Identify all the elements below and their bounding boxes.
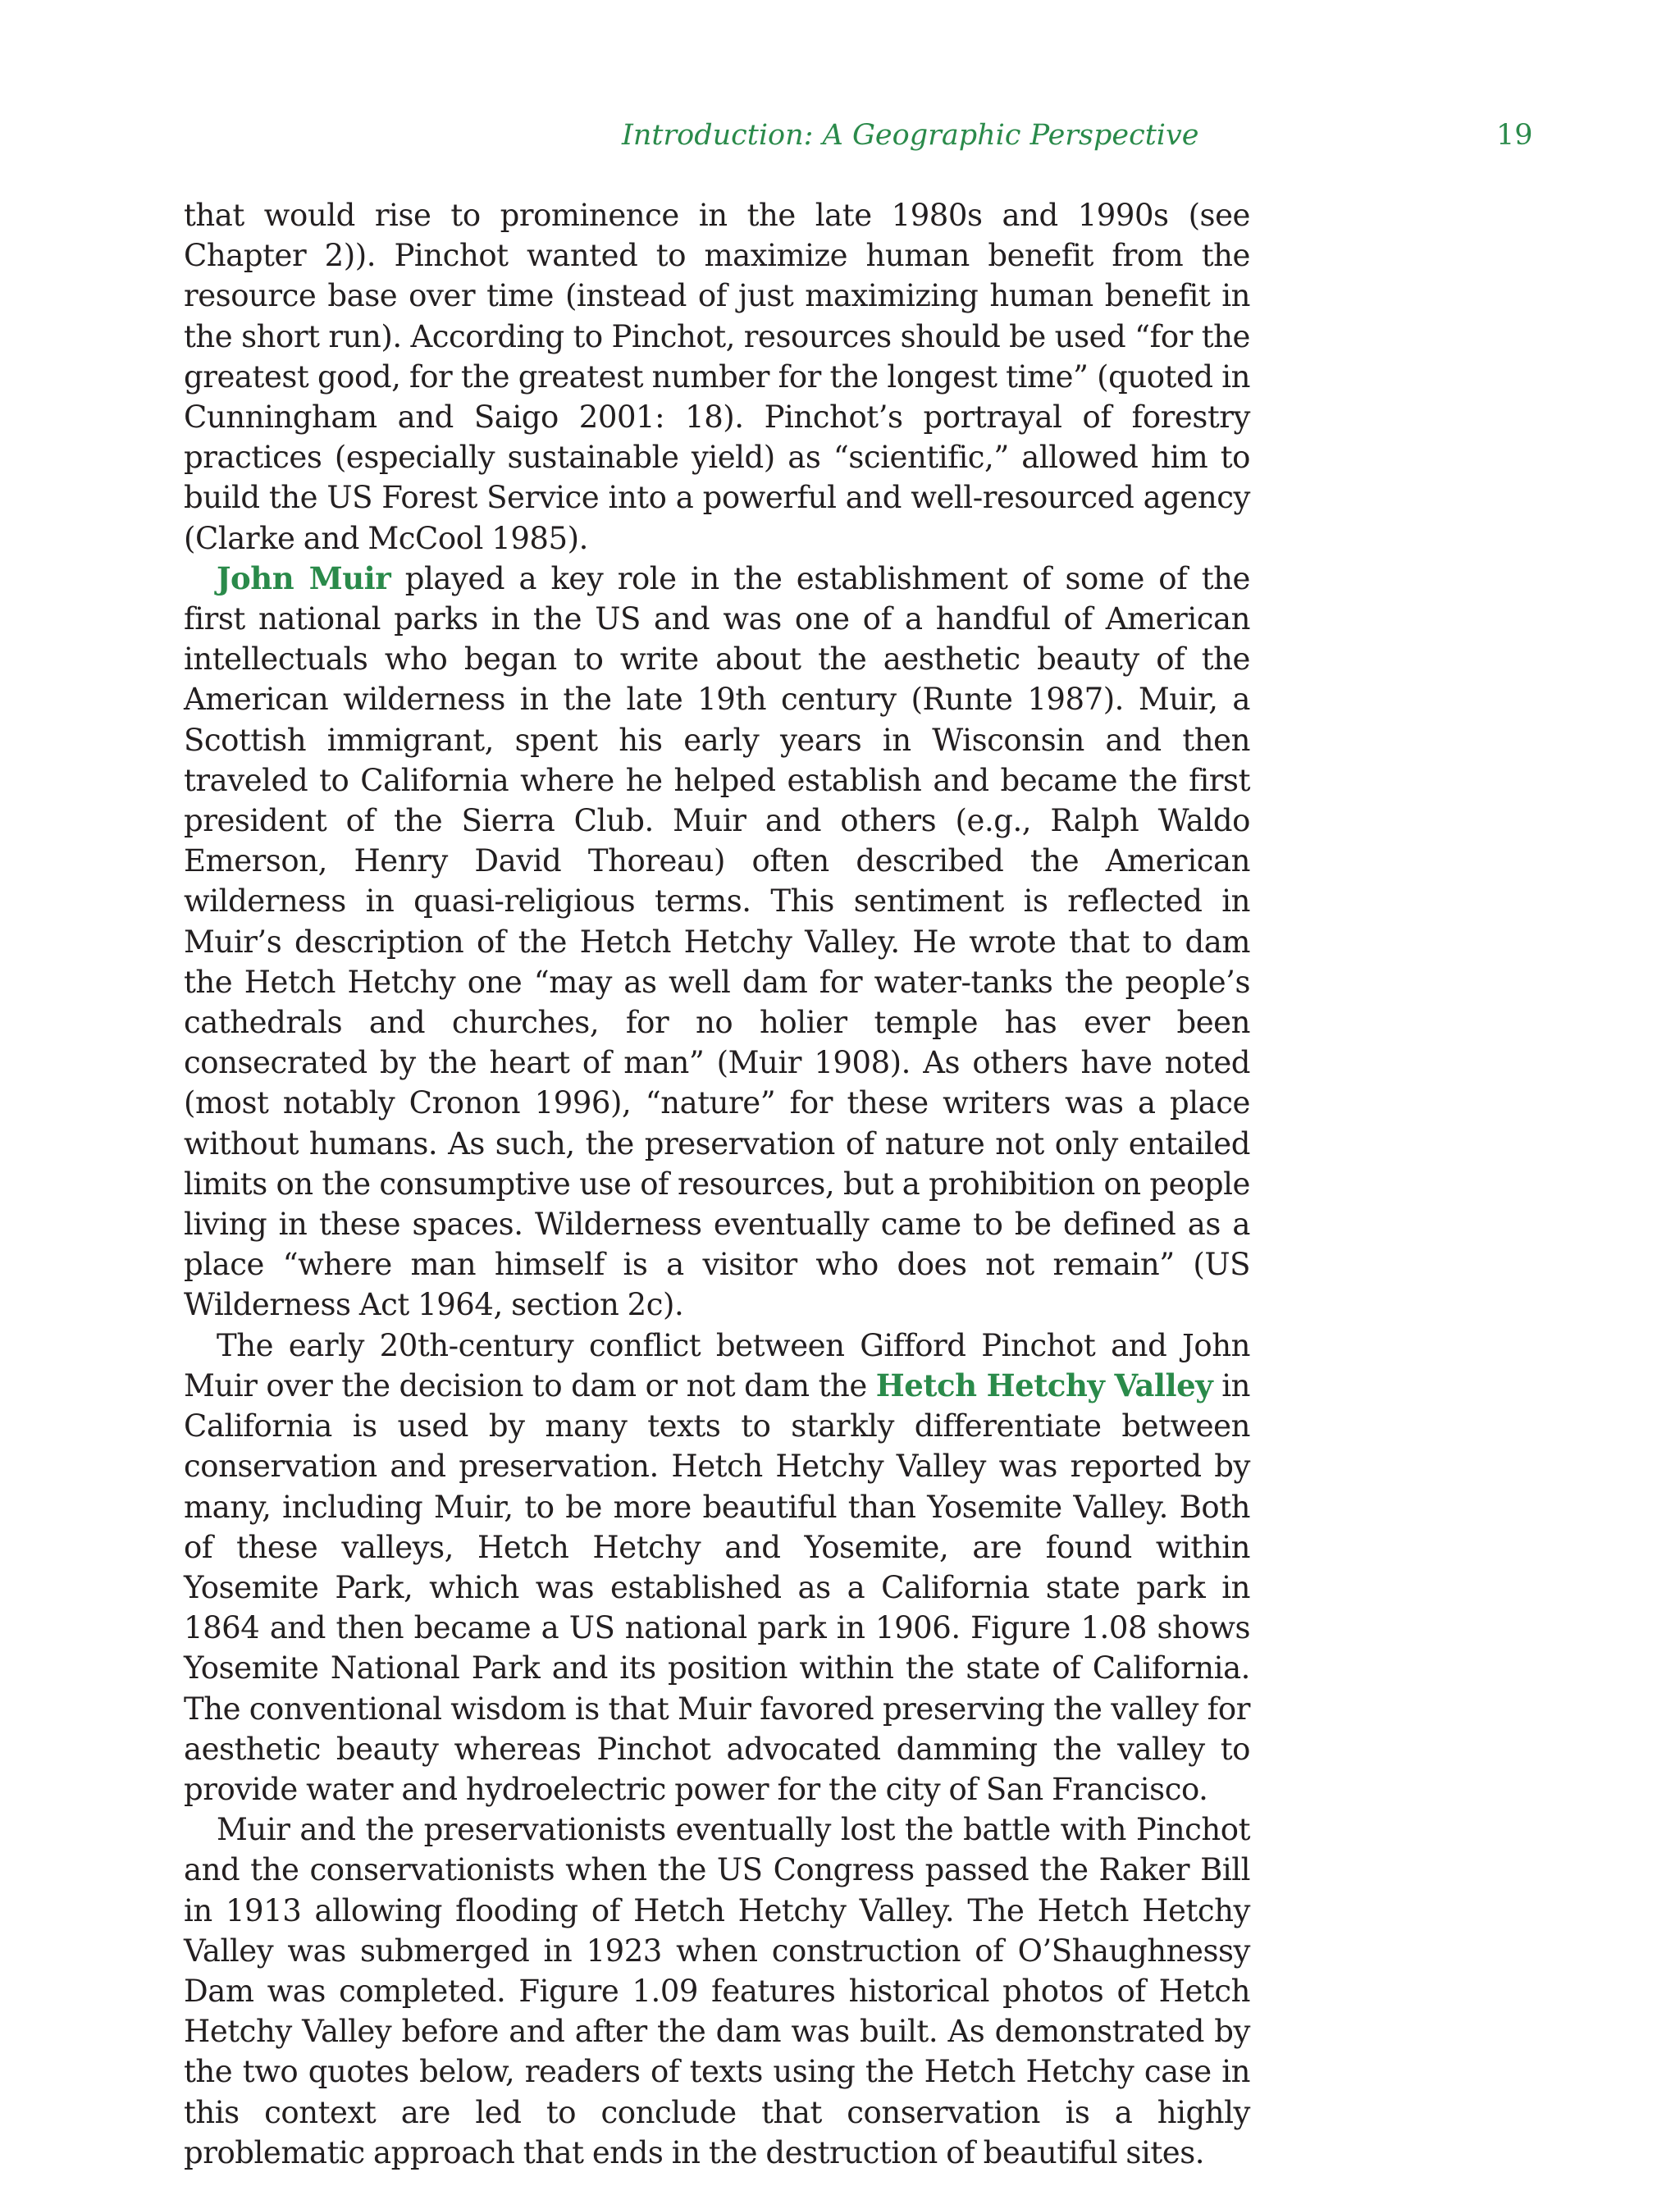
paragraph-3-text-after: in California is used by many texts to starkly differentiate between conservation and preservation. Hetch Hetchy Valley was reported by many, including Muir, to be more beautiful than Yosemite Valley. Both of these valleys, Hetch Hetchy and Yosemite, are found within Yosemite Park, which was established as a California state park in 1864 and then became a US national park in 1906. Figure 1.08 shows Yosemite National Park and its position within the state of California. The conventional wisdom is that Muir favored preserving the valley for aesthetic beauty whereas Pinchot advocated damming the valley to provide water and hydroelectric power for the city of San Francisco. (184, 1367, 1250, 1807)
paragraph-2 (184, 559, 1250, 1326)
paragraph-4 (184, 1809, 1250, 2173)
paragraph-3-text-before: The early 20th-century conflict between Gifford Pinchot and John Muir over the decision to dam or not dam the (184, 1327, 1250, 1403)
key-term-hetch-hetchy-valley: Hetch Hetchy Valley (875, 1367, 1213, 1403)
paragraph-1 (184, 195, 1250, 559)
paragraph-3 (184, 1326, 1250, 1809)
running-title: Introduction: A Geographic Perspective (622, 119, 1199, 152)
page-number: 19 (1496, 119, 1533, 152)
paragraph-2-text: played a key role in the establishment of some of the first national parks in the US and was one of a handful of American intellectuals who began to write about the aesthetic beauty of the American wilderness in the late 19th century (Runte 1987). Muir, a Scottish immigrant, spent his early years in Wisconsin and then traveled to California where he helped establish and became the first president of the Sierra Club. Muir and others (e.g., Ralph Waldo Emerson, Henry David Thoreau) often described the American wilderness in quasi-religious terms. This sentiment is reflected in Muir’s description of the Hetch Hetchy Valley. He wrote that to dam the Hetch Hetchy one “may as well dam for water-tanks the people’s cathedrals and churches, for no holier temple has ever been consecrated by the heart of man” (Muir 1908). As others have noted (most notably Cronon 1996), “nature” for these writers was a place without humans. As such, the preservation of nature not only entailed limits on the consumptive use of resources, but a prohibition on people living in these spaces. Wilderness eventually came to be defined as a place “where man himself is a visitor who does not remain” (US Wilderness Act 1964, section 2c). (184, 560, 1250, 1323)
body-text (184, 195, 1250, 2173)
paragraph-4-text: Muir and the preservationists eventually lost the battle with Pinchot and the conservationists when the US Congress passed the Raker Bill in 1913 allowing flooding of Hetch Hetchy Valley. The Hetch Hetchy Valley was submerged in 1923 when construction of O’Shaughnessy Dam was completed. Figure 1.09 features historical photos of Hetch Hetchy Valley before and after the dam was built. As demonstrated by the two quotes below, readers of texts using the Hetch Hetchy case in this context are led to conclude that conservation is a highly problematic approach that ends in the destruction of beautiful sites. (184, 1812, 1250, 2170)
running-head (0, 119, 1680, 168)
key-term-john-muir: John Muir (217, 559, 391, 596)
paragraph-1-text: that would rise to prominence in the late 1980s and 1990s (see Chapter 2)). Pinchot wanted to maximize human benefit from the resource base over time (instead of just maximizing human benefit in the short run). According to Pinchot, resources should be used “for the greatest good, for the greatest number for the longest time” (quoted in Cunningham and Saigo 2001: 18). Pinchot’s portrayal of forestry practices (especially sustainable yield) as “scientific,” allowed him to build the US Forest Service into a powerful and well-resourced agency (Clarke and McCool 1985). (184, 198, 1250, 556)
